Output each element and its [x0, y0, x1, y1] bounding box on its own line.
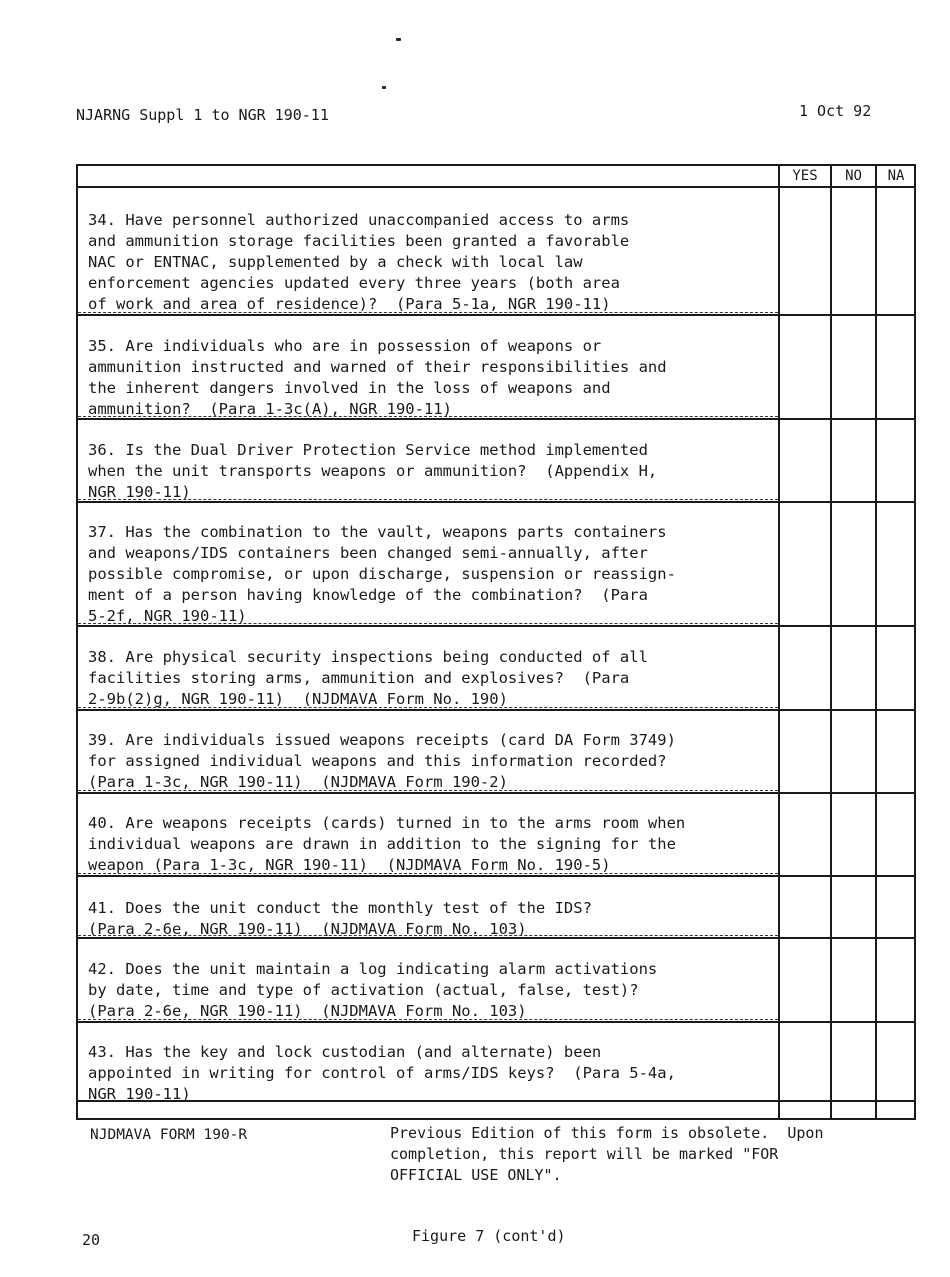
answer-underline: [78, 312, 778, 313]
question-40: 40. Are weapons receipts (cards) turned in to the arms room when individual weapons are drawn in addition to the signing for the weapon (Para 1-3c, NGR 190-11) (NJDMAVA Form No. 190-5): [88, 814, 686, 874]
document-title: NJARNG Suppl 1 to NGR 190-11: [76, 106, 329, 124]
row-divider: [78, 418, 914, 420]
row-divider: [78, 314, 914, 316]
answer-underline: [78, 707, 778, 708]
question-35: 35. Are individuals who are in possession of weapons or ammunition instructed and warned of their responsibilities and the inherent dangers involved in the loss of weapons and ammunition? (Para 1-3c(A), NGR 190-11): [88, 337, 667, 418]
row-divider: [78, 625, 914, 627]
checklist-form: [76, 164, 916, 1120]
row-divider: [78, 1100, 914, 1102]
question-37: 37. Has the combination to the vault, weapons parts containers and weapons/IDS containers been changed semi-annually, after possible compromise, or upon discharge, suspension or reassign- ment of a person having knowledge of the combination? (Para 5-2f, NGR 190-11): [88, 523, 676, 625]
row-divider: [78, 1021, 914, 1023]
answer-underline: [78, 499, 778, 500]
column-header-yes: YES: [792, 168, 818, 184]
question-38: 38. Are physical security inspections being conducted of all facilities storing arms, ammunition and explosives? (Para 2-9b(2)g, NGR 190-11) (NJDMAVA Form No. 190): [88, 648, 648, 708]
form-notice: Previous Edition of this form is obsolete. Upon completion, this report will be marked "FOR OFFICIAL USE ONLY".: [390, 1124, 824, 1184]
answer-underline: [78, 1019, 778, 1020]
answer-underline: [78, 873, 778, 874]
form-id: NJDMAVA FORM 190-R: [90, 1127, 248, 1143]
row-divider: [78, 792, 914, 794]
question-42: 42. Does the unit maintain a log indicating alarm activations by date, time and type of activation (actual, false, test)? (Para 2-6e, NGR 190-11) (NJDMAVA Form No. 103): [88, 960, 658, 1020]
header-row-divider: [78, 186, 914, 188]
question-36: 36. Is the Dual Driver Protection Service method implemented when the unit transports weapons or ammunition? (Appendix H, NGR 190-11): [88, 441, 658, 501]
row-divider: [78, 937, 914, 939]
question-43: 43. Has the key and lock custodian (and alternate) been appointed in writing for control of arms/IDS keys? (Para 5-4a, NGR 190-11): [88, 1043, 676, 1103]
document-date: 1 Oct 92: [799, 102, 872, 120]
answer-underline: [78, 416, 778, 417]
figure-caption: Figure 7 (cont'd): [412, 1227, 566, 1245]
column-divider: [830, 166, 832, 1118]
column-header-na: NA: [887, 168, 905, 184]
answer-underline: [78, 935, 778, 936]
column-divider: [778, 166, 780, 1118]
scan-speck: [382, 86, 386, 89]
answer-underline: [78, 623, 778, 624]
column-divider: [875, 166, 877, 1118]
row-divider: [78, 709, 914, 711]
scan-speck: [396, 38, 401, 41]
row-divider: [78, 875, 914, 877]
answer-underline: [78, 790, 778, 791]
question-39: 39. Are individuals issued weapons receipts (card DA Form 3749) for assigned individual weapons and this information recorded? (Para 1-3c, NGR 190-11) (NJDMAVA Form 190-2): [88, 731, 676, 791]
question-41: 41. Does the unit conduct the monthly test of the IDS? (Para 2-6e, NGR 190-11) (NJDMAVA Form No. 103): [88, 899, 592, 938]
row-divider: [78, 501, 914, 503]
question-34: 34. Have personnel authorized unaccompanied access to arms and ammunition storage facilities been granted a favorable NAC or ENTNAC, supplemented by a check with local law enforcement agencies updated every three years (both area of work and area of residence)? (Para 5-1a, NGR 190-11): [88, 211, 630, 313]
page-number: 20: [82, 1231, 101, 1249]
column-header-no: NO: [845, 168, 862, 184]
